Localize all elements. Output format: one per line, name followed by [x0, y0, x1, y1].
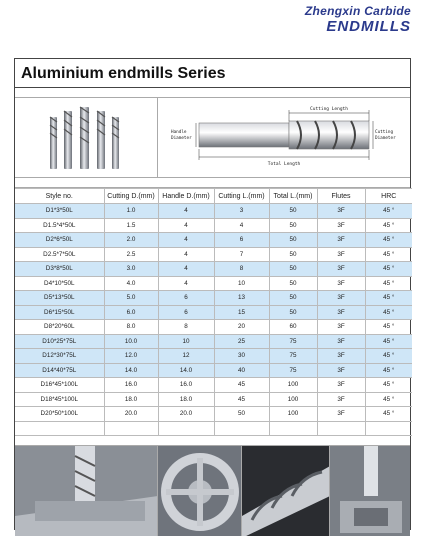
- table-cell-fl: 3F: [317, 233, 365, 248]
- table-cell-hrc: 45 °: [365, 247, 412, 262]
- table-cell-cd: 2.5: [104, 247, 158, 262]
- table-cell-hd: 20.0: [158, 407, 214, 422]
- column-header: Handle D.(mm): [158, 189, 214, 204]
- table-cell-hd: 4: [158, 233, 214, 248]
- table-cell-cd: 10.0: [104, 334, 158, 349]
- image-row: [15, 98, 410, 178]
- column-header: Flutes: [317, 189, 365, 204]
- table-cell-cl: 4: [214, 218, 269, 233]
- table-cell-tl: 75: [269, 363, 317, 378]
- endmill-dimension-diagram: [158, 98, 410, 177]
- table-row-empty: [15, 421, 412, 436]
- table-row: [15, 334, 412, 349]
- table-cell-hrc: 45 °: [365, 378, 412, 393]
- table-cell-style: D1.5*4*50L: [15, 218, 104, 233]
- cutting-length-label: Cutting Length: [310, 106, 348, 112]
- table-cell-fl: 3F: [317, 320, 365, 335]
- table-row: [15, 276, 412, 291]
- spacer-row: [15, 88, 410, 98]
- table-cell-cl: 25: [214, 334, 269, 349]
- table-cell-fl: 3F: [317, 204, 365, 219]
- table-cell-tl: 50: [269, 262, 317, 277]
- page-title: Aluminium endmills Series: [15, 59, 410, 88]
- table-cell-cl: 3: [214, 204, 269, 219]
- table-cell-tl: 100: [269, 378, 317, 393]
- table-row: [15, 233, 412, 248]
- table-cell-style: D16*45*100L: [15, 378, 104, 393]
- table-cell-tl: 50: [269, 233, 317, 248]
- table-cell-tl: 60: [269, 320, 317, 335]
- handle-diameter-label-2: Diameter: [171, 135, 192, 141]
- cutting-diameter-label: Cutting: [375, 129, 394, 135]
- machining-photo-2-icon: [158, 446, 242, 536]
- table-cell-cd: 16.0: [104, 378, 158, 393]
- table-cell-tl: 75: [269, 334, 317, 349]
- table-cell-hrc: 45 °: [365, 276, 412, 291]
- table-cell-style: D1*3*50L: [15, 204, 104, 219]
- table-cell-hd: 4: [158, 204, 214, 219]
- table-cell-hd: 12: [158, 349, 214, 364]
- table-cell-hrc: 45 °: [365, 218, 412, 233]
- table-cell-cl: 13: [214, 291, 269, 306]
- table-cell-tl: 50: [269, 276, 317, 291]
- table-cell-empty: [269, 421, 317, 436]
- table-cell-cl: 8: [214, 262, 269, 277]
- table-cell-cd: 14.0: [104, 363, 158, 378]
- table-row: [15, 378, 412, 393]
- table-cell-fl: 3F: [317, 305, 365, 320]
- table-cell-cl: 20: [214, 320, 269, 335]
- table-cell-hrc: 45 °: [365, 334, 412, 349]
- table-cell-hd: 10: [158, 334, 214, 349]
- table-cell-cd: 1.5: [104, 218, 158, 233]
- table-cell-hrc: 45 °: [365, 204, 412, 219]
- table-row: [15, 218, 412, 233]
- table-cell-hd: 14.0: [158, 363, 214, 378]
- table-cell-tl: 50: [269, 218, 317, 233]
- table-cell-cl: 6: [214, 233, 269, 248]
- cutting-diameter-label-2: Diameter: [375, 135, 396, 141]
- machining-photo-1-icon: [15, 446, 158, 536]
- table-cell-empty: [214, 421, 269, 436]
- table-cell-hd: 18.0: [158, 392, 214, 407]
- machining-photo-3: [242, 446, 330, 536]
- table-cell-cd: 3.0: [104, 262, 158, 277]
- table-row: [15, 247, 412, 262]
- table-cell-style: D4*10*50L: [15, 276, 104, 291]
- table-cell-hrc: 45 °: [365, 320, 412, 335]
- table-cell-empty: [365, 421, 412, 436]
- table-row: [15, 305, 412, 320]
- table-cell-hd: 6: [158, 305, 214, 320]
- table-cell-style: D8*20*60L: [15, 320, 104, 335]
- total-length-label: Total Length: [267, 161, 301, 167]
- table-cell-cd: 8.0: [104, 320, 158, 335]
- table-cell-hd: 6: [158, 291, 214, 306]
- table-cell-fl: 3F: [317, 291, 365, 306]
- table-cell-hrc: 45 °: [365, 233, 412, 248]
- table-cell-tl: 100: [269, 392, 317, 407]
- product-name: ENDMILLS: [326, 18, 411, 35]
- table-row: [15, 363, 412, 378]
- table-cell-cd: 12.0: [104, 349, 158, 364]
- column-header: Total L.(mm): [269, 189, 317, 204]
- machining-photo-4-icon: [330, 446, 410, 536]
- table-cell-style: D3*8*50L: [15, 262, 104, 277]
- table-cell-tl: 50: [269, 305, 317, 320]
- machining-photo-2: [158, 446, 242, 536]
- column-header: Style no.: [15, 189, 104, 204]
- endmill-group-icon: [36, 101, 136, 175]
- table-cell-fl: 3F: [317, 247, 365, 262]
- column-header: Cutting D.(mm): [104, 189, 158, 204]
- endmill-group-photo: [15, 98, 158, 177]
- table-cell-hrc: 45 °: [365, 392, 412, 407]
- table-cell-cd: 20.0: [104, 407, 158, 422]
- table-cell-hrc: 45 °: [365, 291, 412, 306]
- table-cell-hrc: 45 °: [365, 262, 412, 277]
- table-cell-cl: 15: [214, 305, 269, 320]
- table-cell-style: D18*45*100L: [15, 392, 104, 407]
- table-row: [15, 204, 412, 219]
- table-cell-cd: 2.0: [104, 233, 158, 248]
- table-cell-fl: 3F: [317, 218, 365, 233]
- table-header-row: [15, 189, 412, 204]
- table-row: [15, 349, 412, 364]
- table-cell-cl: 45: [214, 378, 269, 393]
- table-cell-cl: 45: [214, 392, 269, 407]
- table-cell-tl: 50: [269, 204, 317, 219]
- spacer-row-2: [15, 178, 410, 188]
- table-cell-tl: 50: [269, 247, 317, 262]
- handle-diameter-label: Handle: [171, 129, 187, 135]
- table-cell-hrc: 45 °: [365, 305, 412, 320]
- table-cell-style: D5*13*50L: [15, 291, 104, 306]
- photo-row: [15, 446, 410, 536]
- spec-table: [15, 188, 412, 436]
- table-cell-tl: 75: [269, 349, 317, 364]
- table-cell-fl: 3F: [317, 363, 365, 378]
- table-cell-hd: 4: [158, 247, 214, 262]
- table-cell-hrc: 45 °: [365, 363, 412, 378]
- table-cell-cd: 6.0: [104, 305, 158, 320]
- column-header: HRC: [365, 189, 412, 204]
- table-cell-fl: 3F: [317, 334, 365, 349]
- table-cell-cd: 5.0: [104, 291, 158, 306]
- table-cell-cl: 30: [214, 349, 269, 364]
- table-row: [15, 320, 412, 335]
- table-cell-fl: 3F: [317, 262, 365, 277]
- table-cell-cl: 10: [214, 276, 269, 291]
- table-cell-hd: 8: [158, 320, 214, 335]
- machining-photo-4: [330, 446, 410, 536]
- table-cell-hrc: 45 °: [365, 349, 412, 364]
- table-cell-empty: [158, 421, 214, 436]
- table-cell-style: D6*15*50L: [15, 305, 104, 320]
- table-row: [15, 407, 412, 422]
- table-cell-fl: 3F: [317, 407, 365, 422]
- endmill-diagram-icon: [169, 101, 399, 175]
- table-row: [15, 291, 412, 306]
- table-cell-cl: 40: [214, 363, 269, 378]
- table-cell-hd: 4: [158, 262, 214, 277]
- machining-photo-3-icon: [242, 446, 330, 536]
- table-cell-cd: 18.0: [104, 392, 158, 407]
- brand-header: [305, 4, 411, 35]
- table-cell-fl: 3F: [317, 349, 365, 364]
- table-cell-cd: 1.0: [104, 204, 158, 219]
- table-body: [15, 204, 412, 436]
- table-row: [15, 392, 412, 407]
- machining-photo-1: [15, 446, 158, 536]
- table-cell-empty: [317, 421, 365, 436]
- table-cell-fl: 3F: [317, 378, 365, 393]
- table-cell-style: D12*30*75L: [15, 349, 104, 364]
- catalog-sheet: [14, 58, 411, 530]
- table-cell-fl: 3F: [317, 276, 365, 291]
- company-name: Zhengxin Carbide: [304, 4, 411, 18]
- table-cell-style: D2.5*7*50L: [15, 247, 104, 262]
- table-cell-cl: 50: [214, 407, 269, 422]
- spacer-row-3: [15, 436, 410, 446]
- table-cell-cd: 4.0: [104, 276, 158, 291]
- table-cell-style: D20*50*100L: [15, 407, 104, 422]
- table-cell-hrc: 45 °: [365, 407, 412, 422]
- table-cell-style: D14*40*75L: [15, 363, 104, 378]
- table-cell-cl: 7: [214, 247, 269, 262]
- table-cell-style: D10*25*75L: [15, 334, 104, 349]
- column-header: Cutting L.(mm): [214, 189, 269, 204]
- table-cell-empty: [15, 421, 104, 436]
- table-cell-style: D2*6*50L: [15, 233, 104, 248]
- table-row: [15, 262, 412, 277]
- table-cell-hd: 4: [158, 276, 214, 291]
- table-cell-fl: 3F: [317, 392, 365, 407]
- table-cell-hd: 16.0: [158, 378, 214, 393]
- table-cell-hd: 4: [158, 218, 214, 233]
- table-cell-tl: 100: [269, 407, 317, 422]
- table-cell-tl: 50: [269, 291, 317, 306]
- table-cell-empty: [104, 421, 158, 436]
